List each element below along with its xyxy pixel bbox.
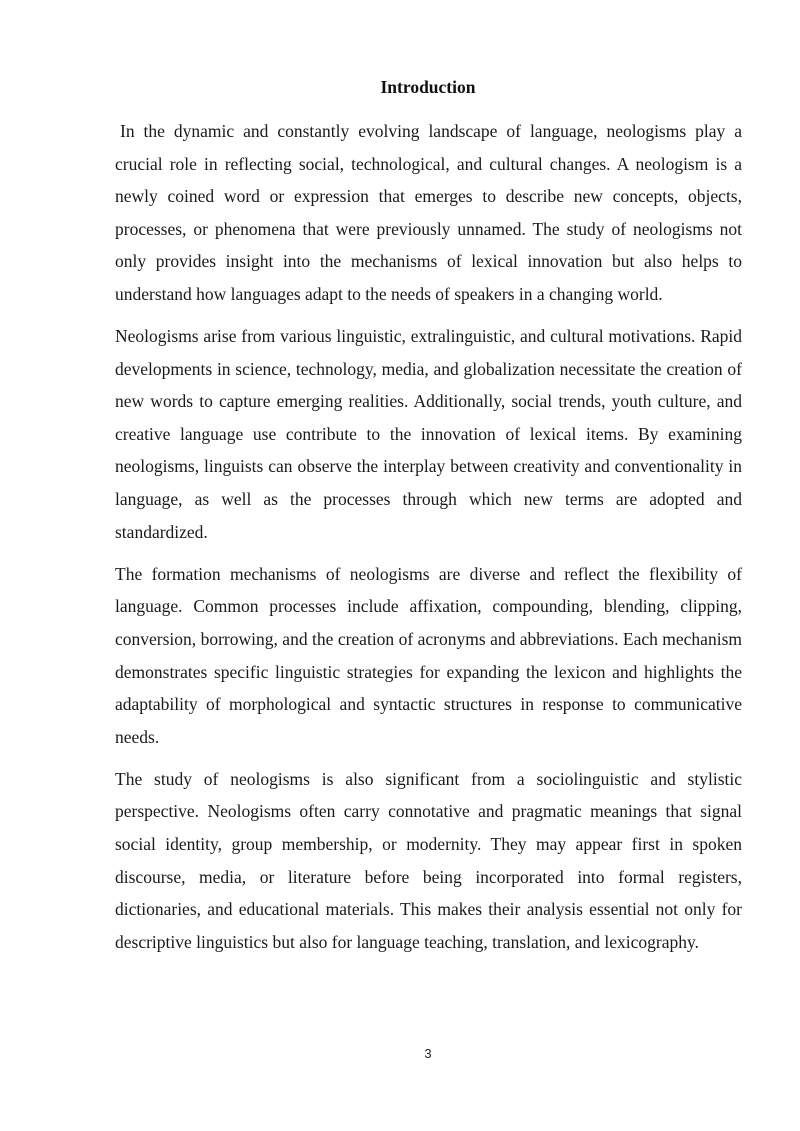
body-text <box>115 115 742 968</box>
paragraph-1: In the dynamic and constantly evolving landscape of language, neologisms play a crucial role in reflecting social, technological, and cultural changes. A neologism is a newly coined word or expression that emerges to describe new concepts, objects, processes, or phenomena that were previously unnamed. The study of neologisms not only provides insight into the mechanisms of lexical innovation but also helps to understand how languages adapt to the needs of speakers in a changing world. <box>115 121 742 304</box>
paragraph-4: The study of neologisms is also significant from a sociolinguistic and stylistic perspective. Neologisms often carry connotative and pragmatic meanings that signal social identity, group membership, or modernity. They may appear first in spoken discourse, media, or literature before being incorporated into formal registers, dictionaries, and educational materials. This makes their analysis essential not only for descriptive linguistics but also for language teaching, translation, and lexicography. <box>115 768 742 952</box>
section-heading: Introduction <box>380 77 476 97</box>
page-number: 3 <box>424 1046 432 1061</box>
paragraph-2: Neologisms arise from various linguistic, extralinguistic, and cultural motivations. Rapid developments in science, technology, media, and globalization necessitate the creation of new words to capture emerging realities. Additionally, social trends, youth culture, and creative language use contribute to the innovation of lexical items. By examining neologisms, linguists can observe the interplay between creativity and conventionality in language, as well as the processes through which new terms are adopted and standardized. <box>115 326 742 542</box>
paragraph-3: The formation mechanisms of neologisms are diverse and reflect the flexibility of language. Common processes include affixation, compounding, blending, clipping, conversion, borrowing, and the creation of acronyms and abbreviations. Each mechanism demonstrates specific linguistic strategies for expanding the lexicon and highlights the adaptability of morphological and syntactic structures in response to communicative needs. <box>115 563 742 747</box>
